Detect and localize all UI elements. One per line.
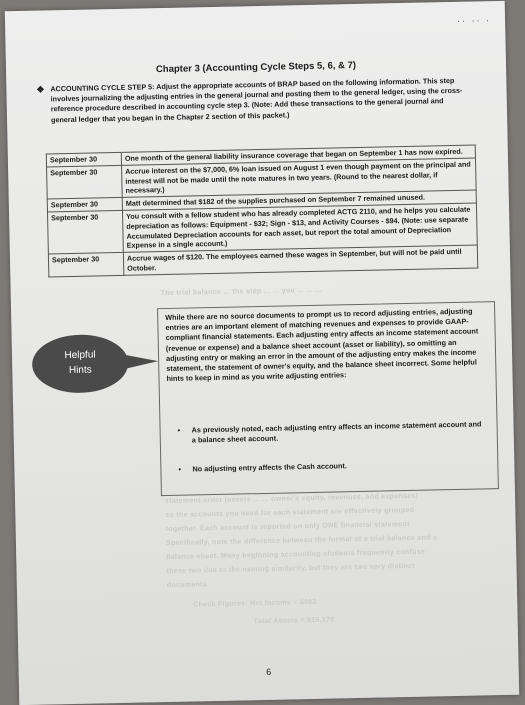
- bleed-through-text: Check Figures: Net Income = $983: [193, 598, 317, 609]
- bleed-through-text: The trial balance ... the step ... ... you ... ... ...: [160, 286, 323, 298]
- bleed-through-text: balance sheet. Many beginning accounting students frequently confuse: [166, 548, 426, 562]
- adjustment-date: September 30: [47, 198, 122, 212]
- bleed-through-text: Total Assets = $15,178: [253, 616, 335, 626]
- hints-label: [32, 347, 129, 379]
- adjustment-description: You consult with a fellow student who has already completed ACTG 2110, and he helps you calculate depreciation as follows: Equipment - $32; Sign - $13, and Activity Courses - $94. (Note: use separate Accumulated Depreciation accounts for each asset, but report the total amount of Depreciation Expense in a single account.): [122, 203, 477, 253]
- bleed-through-text: so the accounts you need for each statement are effectively grouped: [165, 506, 415, 520]
- bullet-dot: •: [177, 425, 181, 435]
- bullet-dot: •: [178, 464, 182, 474]
- bleed-through-text: documents.: [166, 581, 210, 590]
- bleed-through-text: these two due to the naming similarity, but they are two very distinct: [166, 562, 415, 576]
- page-number: 6: [266, 666, 272, 677]
- adjustment-date: September 30: [46, 152, 121, 166]
- adjustment-date: September 30: [47, 165, 123, 199]
- adjustment-description: Matt determined that $182 of the supplies purchased on September 7 remained unused.: [122, 190, 476, 210]
- hints-label-line2: Hints: [68, 364, 92, 377]
- hint-bullet-text: No adjusting entry affects the Cash account.: [192, 461, 347, 474]
- hints-label-line1: Helpful: [64, 349, 96, 362]
- bleed-through-text: together. Each account is reported on only ONE financial statement: [165, 520, 410, 534]
- adjustment-description: Accrue wages of $120. The employees earned these wages in September, but will not be paid until October.: [123, 245, 477, 275]
- hints-paragraph: While there are no source documents to prompt us to record adjusting entries, adjusting entries are an important element of matching revenues and expenses to provide GAAP-compliant financial statements. Each adjusting entry affects an income statement account (revenue or expense) and a balance sheet account (asset or liability), so omitting an adjusting entry or making an error in the amount of the adjusting entry makes the income statement, the statement of owner's equity, and the balance sheet incorrect. Some helpful hints to keep in mind as you write adjusting entries:: [165, 306, 479, 384]
- corner-mark: ·· ·· ·: [456, 15, 492, 26]
- adjustment-description: One month of the general liability insurance coverage that began on September 1 has now expired.: [121, 145, 475, 165]
- adjustment-description: Accrue interest on the $7,000, 6% loan issued on August 1 even though payment on the principal and interest will not be made until the note matures in two years. (Round to the nearest dollar, if necessary.): [122, 158, 477, 198]
- hint-bullet-text: As previously noted, each adjusting entry affects an income statement account and a balance sheet account.: [191, 419, 482, 445]
- step-instructions: [36, 75, 469, 126]
- bleed-through-text: statement order (assets ... ... owner's equity, revenues, and expenses): [165, 492, 419, 506]
- adjustment-date: September 30: [47, 210, 123, 254]
- step-text: ACCOUNTING CYCLE STEP 5: Adjust the appropriate accounts of BRAP based on the following information. This step involves journalizing the adjusting entries in the general journal and posting them to the general ledger, using the cross-reference procedure described in accounting cycle step 3. (Note: Add these transactions to the general journal and general ledger that you began in the Chapter 2 section of this packet.): [50, 75, 463, 124]
- adjustments-table: [46, 144, 478, 277]
- chapter-title: Chapter 3 (Accounting Cycle Steps 5, 6, & 7): [155, 59, 357, 76]
- adjustment-date: September 30: [48, 253, 123, 277]
- bleed-through-text: Specifically, note the difference between the format of a trial balance and a: [165, 534, 438, 548]
- document-page: [5, 1, 519, 705]
- diamond-bullet-icon: ❖: [36, 84, 45, 95]
